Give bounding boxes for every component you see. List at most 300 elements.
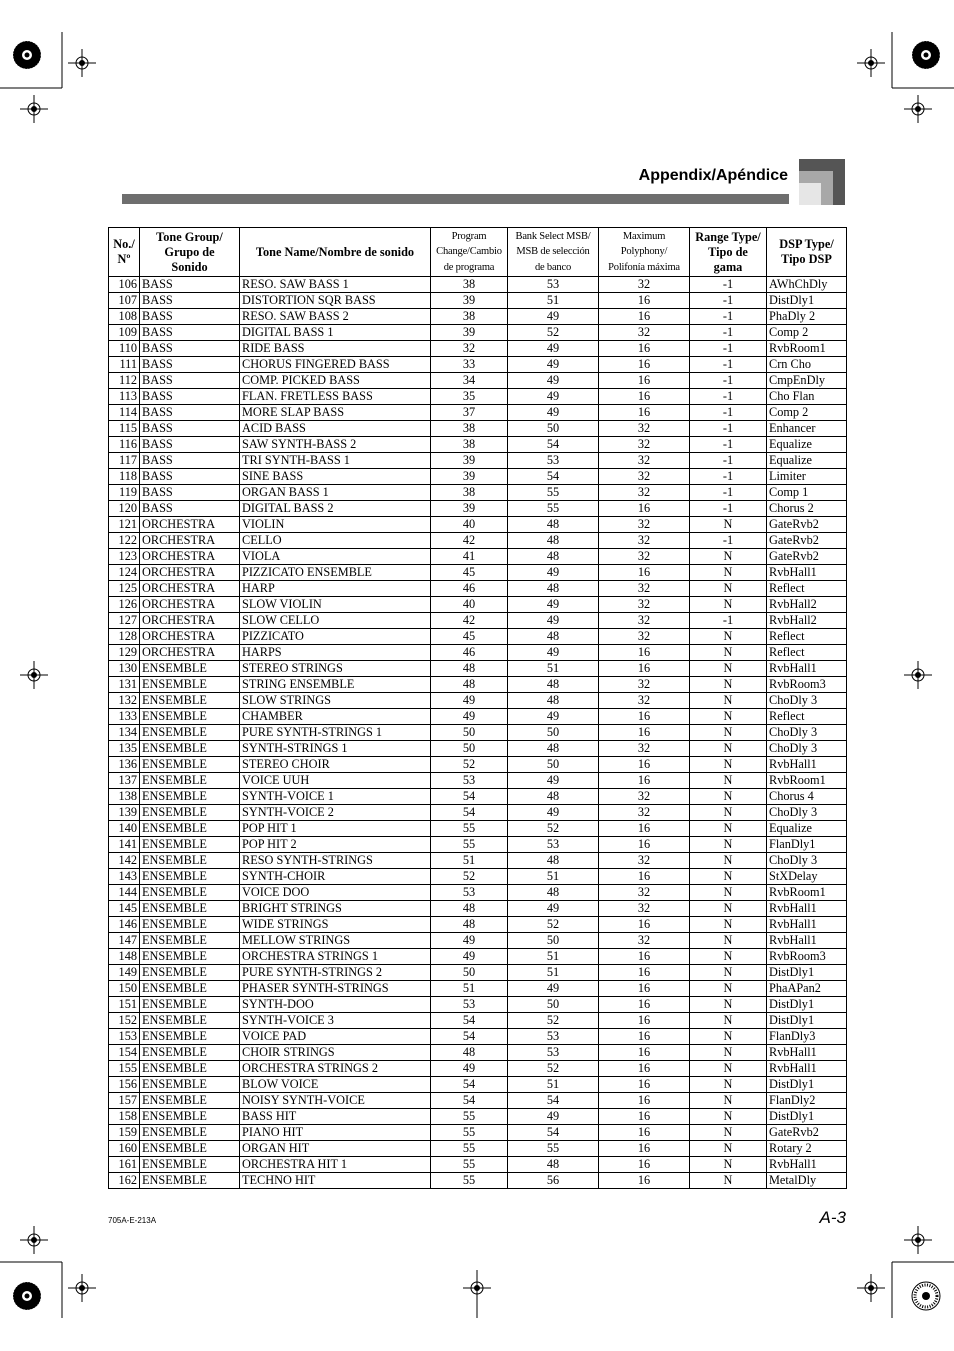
table-row bbox=[109, 293, 847, 309]
program-change-cell: 49 bbox=[431, 709, 508, 725]
tone-number-cell: 155 bbox=[109, 1061, 140, 1077]
bank-select-msb-cell: 54 bbox=[508, 1125, 599, 1141]
tone-number-cell: 131 bbox=[109, 677, 140, 693]
dsp-type-cell: GateRvb2 bbox=[767, 1125, 847, 1141]
max-polyphony-cell: 16 bbox=[599, 1013, 690, 1029]
tone-number-cell: 133 bbox=[109, 709, 140, 725]
program-change-cell: 54 bbox=[431, 1077, 508, 1093]
program-change-cell: 49 bbox=[431, 1061, 508, 1077]
tone-group-cell: ORCHESTRA bbox=[140, 581, 240, 597]
header-line: DSP Type/ bbox=[779, 237, 834, 251]
range-type-cell: N bbox=[690, 757, 767, 773]
table-row bbox=[109, 1061, 847, 1077]
tone-name-cell: FLAN. FRETLESS BASS bbox=[240, 389, 431, 405]
tone-number-cell: 123 bbox=[109, 549, 140, 565]
tone-number-cell: 107 bbox=[109, 293, 140, 309]
section-tab-graphic bbox=[799, 159, 845, 205]
program-change-cell: 38 bbox=[431, 421, 508, 437]
program-change-cell: 54 bbox=[431, 1013, 508, 1029]
bank-select-msb-cell: 52 bbox=[508, 821, 599, 837]
tone-name-cell: SYNTH-VOICE 3 bbox=[240, 1013, 431, 1029]
program-change-cell: 37 bbox=[431, 405, 508, 421]
dsp-type-cell: RvbHall1 bbox=[767, 661, 847, 677]
dsp-type-cell: AWhChDly bbox=[767, 277, 847, 293]
tone-number-cell: 128 bbox=[109, 629, 140, 645]
tone-name-cell: TRI SYNTH-BASS 1 bbox=[240, 453, 431, 469]
tone-name-cell: VOICE UUH bbox=[240, 773, 431, 789]
bank-select-msb-cell: 49 bbox=[508, 613, 599, 629]
tone-name-cell: RESO SYNTH-STRINGS bbox=[240, 853, 431, 869]
bank-select-msb-cell: 51 bbox=[508, 293, 599, 309]
tone-name-cell: BLOW VOICE bbox=[240, 1077, 431, 1093]
tone-number-cell: 110 bbox=[109, 341, 140, 357]
table-row bbox=[109, 645, 847, 661]
tone-name-cell: PURE SYNTH-STRINGS 2 bbox=[240, 965, 431, 981]
program-change-cell: 46 bbox=[431, 581, 508, 597]
tone-name-cell: STEREO CHOIR bbox=[240, 757, 431, 773]
range-type-cell: -1 bbox=[690, 453, 767, 469]
tone-group-cell: ENSEMBLE bbox=[140, 693, 240, 709]
dsp-type-cell: ChoDly 3 bbox=[767, 693, 847, 709]
max-polyphony-cell: 16 bbox=[599, 501, 690, 517]
tone-number-cell: 114 bbox=[109, 405, 140, 421]
max-polyphony-cell: 32 bbox=[599, 421, 690, 437]
max-polyphony-cell: 16 bbox=[599, 405, 690, 421]
header-tone-group bbox=[140, 228, 240, 277]
tone-number-cell: 108 bbox=[109, 309, 140, 325]
max-polyphony-cell: 32 bbox=[599, 549, 690, 565]
tone-name-cell: SYNTH-DOO bbox=[240, 997, 431, 1013]
tone-name-cell: BRIGHT STRINGS bbox=[240, 901, 431, 917]
tone-group-cell: ENSEMBLE bbox=[140, 869, 240, 885]
tone-number-cell: 141 bbox=[109, 837, 140, 853]
max-polyphony-cell: 16 bbox=[599, 997, 690, 1013]
bank-select-msb-cell: 50 bbox=[508, 421, 599, 437]
table-body bbox=[109, 277, 847, 1189]
range-type-cell: -1 bbox=[690, 405, 767, 421]
tone-name-cell: SAW SYNTH-BASS 2 bbox=[240, 437, 431, 453]
table-row bbox=[109, 501, 847, 517]
max-polyphony-cell: 16 bbox=[599, 1045, 690, 1061]
tone-number-cell: 136 bbox=[109, 757, 140, 773]
table-row bbox=[109, 1125, 847, 1141]
table-row bbox=[109, 949, 847, 965]
dsp-type-cell: FlanDly1 bbox=[767, 837, 847, 853]
program-change-cell: 42 bbox=[431, 533, 508, 549]
range-type-cell: -1 bbox=[690, 437, 767, 453]
tone-name-cell: PHASER SYNTH-STRINGS bbox=[240, 981, 431, 997]
program-change-cell: 48 bbox=[431, 901, 508, 917]
dsp-type-cell: DistDly1 bbox=[767, 293, 847, 309]
tone-name-cell: DIGITAL BASS 1 bbox=[240, 325, 431, 341]
tone-name-cell: ORCHESTRA HIT 1 bbox=[240, 1157, 431, 1173]
bank-select-msb-cell: 49 bbox=[508, 373, 599, 389]
tone-number-cell: 120 bbox=[109, 501, 140, 517]
header-line: Tone Name/Nombre de sonido bbox=[255, 244, 415, 259]
header-line: Grupo de bbox=[164, 244, 215, 259]
program-change-cell: 40 bbox=[431, 597, 508, 613]
table-row bbox=[109, 789, 847, 805]
bank-select-msb-cell: 52 bbox=[508, 325, 599, 341]
header-no bbox=[109, 228, 140, 277]
tone-number-cell: 116 bbox=[109, 437, 140, 453]
tone-name-cell: BASS HIT bbox=[240, 1109, 431, 1125]
table-row bbox=[109, 533, 847, 549]
table-header-row bbox=[109, 228, 847, 277]
tone-number-cell: 127 bbox=[109, 613, 140, 629]
tone-group-cell: ENSEMBLE bbox=[140, 725, 240, 741]
sunburst-icon bbox=[13, 41, 41, 69]
bank-select-msb-cell: 49 bbox=[508, 901, 599, 917]
max-polyphony-cell: 16 bbox=[599, 709, 690, 725]
program-change-cell: 53 bbox=[431, 997, 508, 1013]
tone-group-cell: ENSEMBLE bbox=[140, 853, 240, 869]
tone-name-cell: SLOW VIOLIN bbox=[240, 597, 431, 613]
tone-name-cell: PIZZICATO bbox=[240, 629, 431, 645]
dsp-type-cell: RvbRoom3 bbox=[767, 949, 847, 965]
tone-name-cell: VIOLA bbox=[240, 549, 431, 565]
max-polyphony-cell: 32 bbox=[599, 789, 690, 805]
dsp-type-cell: ChoDly 3 bbox=[767, 725, 847, 741]
dsp-type-cell: ChoDly 3 bbox=[767, 741, 847, 757]
tone-name-cell: ACID BASS bbox=[240, 421, 431, 437]
bank-select-msb-cell: 52 bbox=[508, 1013, 599, 1029]
max-polyphony-cell: 32 bbox=[599, 485, 690, 501]
tone-group-cell: ENSEMBLE bbox=[140, 773, 240, 789]
range-type-cell: N bbox=[690, 1029, 767, 1045]
bank-select-msb-cell: 53 bbox=[508, 1045, 599, 1061]
tone-name-cell: SINE BASS bbox=[240, 469, 431, 485]
dsp-type-cell: ChoDly 3 bbox=[767, 805, 847, 821]
range-type-cell: N bbox=[690, 805, 767, 821]
program-change-cell: 55 bbox=[431, 1125, 508, 1141]
tone-name-cell: CELLO bbox=[240, 533, 431, 549]
header-line: Polifonía máxima bbox=[608, 261, 680, 273]
dsp-type-cell: ChoDly 3 bbox=[767, 853, 847, 869]
tone-group-cell: BASS bbox=[140, 293, 240, 309]
tone-group-cell: ENSEMBLE bbox=[140, 789, 240, 805]
range-type-cell: -1 bbox=[690, 293, 767, 309]
table-row bbox=[109, 869, 847, 885]
table-row bbox=[109, 933, 847, 949]
table-row bbox=[109, 341, 847, 357]
max-polyphony-cell: 16 bbox=[599, 1093, 690, 1109]
range-type-cell: N bbox=[690, 821, 767, 837]
bank-select-msb-cell: 49 bbox=[508, 709, 599, 725]
table-row bbox=[109, 629, 847, 645]
range-type-cell: N bbox=[690, 725, 767, 741]
tone-number-cell: 130 bbox=[109, 661, 140, 677]
tone-group-cell: ENSEMBLE bbox=[140, 1077, 240, 1093]
range-type-cell: N bbox=[690, 901, 767, 917]
table-row bbox=[109, 1157, 847, 1173]
range-type-cell: N bbox=[690, 677, 767, 693]
tone-name-cell: DISTORTION SQR BASS bbox=[240, 293, 431, 309]
tone-group-cell: ENSEMBLE bbox=[140, 805, 240, 821]
tone-number-cell: 160 bbox=[109, 1141, 140, 1157]
header-rule bbox=[122, 194, 789, 204]
tone-number-cell: 135 bbox=[109, 741, 140, 757]
program-change-cell: 48 bbox=[431, 1045, 508, 1061]
max-polyphony-cell: 32 bbox=[599, 677, 690, 693]
header-line: No./ bbox=[113, 237, 135, 251]
bank-select-msb-cell: 55 bbox=[508, 485, 599, 501]
tone-number-cell: 150 bbox=[109, 981, 140, 997]
table-row bbox=[109, 325, 847, 341]
range-type-cell: N bbox=[690, 965, 767, 981]
tone-name-cell: SLOW STRINGS bbox=[240, 693, 431, 709]
dsp-type-cell: Rotary 2 bbox=[767, 1141, 847, 1157]
program-change-cell: 38 bbox=[431, 277, 508, 293]
max-polyphony-cell: 32 bbox=[599, 741, 690, 757]
dsp-type-cell: MetalDly bbox=[767, 1173, 847, 1189]
range-type-cell: -1 bbox=[690, 389, 767, 405]
tone-number-cell: 159 bbox=[109, 1125, 140, 1141]
dsp-type-cell: DistDly1 bbox=[767, 1077, 847, 1093]
tone-group-cell: ENSEMBLE bbox=[140, 709, 240, 725]
tone-number-cell: 111 bbox=[109, 357, 140, 373]
tone-group-cell: ENSEMBLE bbox=[140, 933, 240, 949]
dsp-type-cell: RvbRoom1 bbox=[767, 885, 847, 901]
tone-number-cell: 122 bbox=[109, 533, 140, 549]
max-polyphony-cell: 32 bbox=[599, 469, 690, 485]
tone-number-cell: 121 bbox=[109, 517, 140, 533]
program-change-cell: 32 bbox=[431, 341, 508, 357]
bank-select-msb-cell: 48 bbox=[508, 517, 599, 533]
max-polyphony-cell: 16 bbox=[599, 949, 690, 965]
bank-select-msb-cell: 51 bbox=[508, 661, 599, 677]
tone-name-cell: ORCHESTRA STRINGS 2 bbox=[240, 1061, 431, 1077]
range-type-cell: N bbox=[690, 581, 767, 597]
tone-group-cell: BASS bbox=[140, 485, 240, 501]
range-type-cell: N bbox=[690, 661, 767, 677]
dsp-type-cell: Comp 1 bbox=[767, 485, 847, 501]
table-row bbox=[109, 837, 847, 853]
program-change-cell: 55 bbox=[431, 821, 508, 837]
dsp-type-cell: RvbHall1 bbox=[767, 1157, 847, 1173]
tone-number-cell: 115 bbox=[109, 421, 140, 437]
table-row bbox=[109, 485, 847, 501]
program-change-cell: 48 bbox=[431, 661, 508, 677]
bank-select-msb-cell: 48 bbox=[508, 1157, 599, 1173]
tone-number-cell: 149 bbox=[109, 965, 140, 981]
dsp-type-cell: Comp 2 bbox=[767, 325, 847, 341]
tone-name-cell: SYNTH-STRINGS 1 bbox=[240, 741, 431, 757]
bank-select-msb-cell: 51 bbox=[508, 1077, 599, 1093]
tone-group-cell: ENSEMBLE bbox=[140, 949, 240, 965]
dsp-type-cell: RvbHall2 bbox=[767, 597, 847, 613]
max-polyphony-cell: 16 bbox=[599, 1109, 690, 1125]
max-polyphony-cell: 16 bbox=[599, 869, 690, 885]
program-change-cell: 46 bbox=[431, 645, 508, 661]
range-type-cell: N bbox=[690, 597, 767, 613]
program-change-cell: 52 bbox=[431, 869, 508, 885]
table-row bbox=[109, 613, 847, 629]
tone-name-cell: STEREO STRINGS bbox=[240, 661, 431, 677]
program-change-cell: 49 bbox=[431, 949, 508, 965]
program-change-cell: 50 bbox=[431, 725, 508, 741]
tone-group-cell: BASS bbox=[140, 437, 240, 453]
tone-group-cell: BASS bbox=[140, 501, 240, 517]
max-polyphony-cell: 16 bbox=[599, 1141, 690, 1157]
program-change-cell: 55 bbox=[431, 1173, 508, 1189]
tone-name-cell: NOISY SYNTH-VOICE bbox=[240, 1093, 431, 1109]
bank-select-msb-cell: 49 bbox=[508, 981, 599, 997]
tone-name-cell: CHAMBER bbox=[240, 709, 431, 725]
tone-number-cell: 132 bbox=[109, 693, 140, 709]
max-polyphony-cell: 32 bbox=[599, 453, 690, 469]
bank-select-msb-cell: 48 bbox=[508, 693, 599, 709]
dsp-type-cell: DistDly1 bbox=[767, 965, 847, 981]
range-type-cell: -1 bbox=[690, 309, 767, 325]
tone-name-cell: PIZZICATO ENSEMBLE bbox=[240, 565, 431, 581]
table-row bbox=[109, 1109, 847, 1125]
program-change-cell: 51 bbox=[431, 853, 508, 869]
tone-group-cell: BASS bbox=[140, 341, 240, 357]
bank-select-msb-cell: 49 bbox=[508, 309, 599, 325]
tone-number-cell: 126 bbox=[109, 597, 140, 613]
max-polyphony-cell: 16 bbox=[599, 645, 690, 661]
range-type-cell: -1 bbox=[690, 469, 767, 485]
dsp-type-cell: Equalize bbox=[767, 821, 847, 837]
program-change-cell: 49 bbox=[431, 693, 508, 709]
program-change-cell: 55 bbox=[431, 837, 508, 853]
header-line: Range Type/ bbox=[695, 229, 761, 244]
range-type-cell: N bbox=[690, 837, 767, 853]
header-line: Tone Group/ bbox=[156, 229, 223, 244]
bank-select-msb-cell: 52 bbox=[508, 1061, 599, 1077]
table-row bbox=[109, 373, 847, 389]
max-polyphony-cell: 32 bbox=[599, 437, 690, 453]
tone-group-cell: ENSEMBLE bbox=[140, 997, 240, 1013]
program-change-cell: 38 bbox=[431, 437, 508, 453]
header-line: de banco bbox=[534, 261, 571, 273]
tone-number-cell: 119 bbox=[109, 485, 140, 501]
program-change-cell: 33 bbox=[431, 357, 508, 373]
dsp-type-cell: RvbHall2 bbox=[767, 613, 847, 629]
dsp-type-cell: RvbHall1 bbox=[767, 1045, 847, 1061]
tone-group-cell: ENSEMBLE bbox=[140, 1029, 240, 1045]
dsp-type-cell: Reflect bbox=[767, 629, 847, 645]
table-row bbox=[109, 1093, 847, 1109]
header-program-change bbox=[431, 228, 508, 277]
bank-select-msb-cell: 49 bbox=[508, 389, 599, 405]
table-row bbox=[109, 469, 847, 485]
range-type-cell: N bbox=[690, 773, 767, 789]
tone-group-cell: BASS bbox=[140, 421, 240, 437]
table-row bbox=[109, 661, 847, 677]
tone-group-cell: ENSEMBLE bbox=[140, 757, 240, 773]
dsp-type-cell: Crn Cho bbox=[767, 357, 847, 373]
table-row bbox=[109, 997, 847, 1013]
range-type-cell: -1 bbox=[690, 325, 767, 341]
tone-group-cell: ENSEMBLE bbox=[140, 917, 240, 933]
dsp-type-cell: DistDly1 bbox=[767, 997, 847, 1013]
tone-group-cell: BASS bbox=[140, 277, 240, 293]
tone-group-cell: ENSEMBLE bbox=[140, 885, 240, 901]
max-polyphony-cell: 32 bbox=[599, 629, 690, 645]
max-polyphony-cell: 32 bbox=[599, 853, 690, 869]
bank-select-msb-cell: 49 bbox=[508, 357, 599, 373]
program-change-cell: 48 bbox=[431, 677, 508, 693]
header-line: gama bbox=[713, 259, 743, 274]
table-row bbox=[109, 853, 847, 869]
max-polyphony-cell: 32 bbox=[599, 277, 690, 293]
tone-name-cell: ORCHESTRA STRINGS 1 bbox=[240, 949, 431, 965]
tone-name-cell: SYNTH-CHOIR bbox=[240, 869, 431, 885]
tone-name-cell: MELLOW STRINGS bbox=[240, 933, 431, 949]
range-type-cell: -1 bbox=[690, 421, 767, 437]
program-change-cell: 35 bbox=[431, 389, 508, 405]
max-polyphony-cell: 16 bbox=[599, 661, 690, 677]
table-row bbox=[109, 277, 847, 293]
bank-select-msb-cell: 52 bbox=[508, 917, 599, 933]
tone-group-cell: BASS bbox=[140, 453, 240, 469]
dsp-type-cell: CmpEnDly bbox=[767, 373, 847, 389]
max-polyphony-cell: 16 bbox=[599, 1061, 690, 1077]
dsp-type-cell: FlanDly2 bbox=[767, 1093, 847, 1109]
max-polyphony-cell: 16 bbox=[599, 1173, 690, 1189]
program-change-cell: 54 bbox=[431, 1093, 508, 1109]
range-type-cell: N bbox=[690, 949, 767, 965]
program-change-cell: 45 bbox=[431, 629, 508, 645]
table-row bbox=[109, 405, 847, 421]
table-row bbox=[109, 981, 847, 997]
tone-number-cell: 146 bbox=[109, 917, 140, 933]
table-row bbox=[109, 357, 847, 373]
program-change-cell: 54 bbox=[431, 1029, 508, 1045]
max-polyphony-cell: 32 bbox=[599, 533, 690, 549]
program-change-cell: 40 bbox=[431, 517, 508, 533]
bank-select-msb-cell: 50 bbox=[508, 997, 599, 1013]
table-row bbox=[109, 1029, 847, 1045]
range-type-cell: N bbox=[690, 1109, 767, 1125]
program-change-cell: 55 bbox=[431, 1141, 508, 1157]
header-bank-select bbox=[508, 228, 599, 277]
tone-number-cell: 144 bbox=[109, 885, 140, 901]
tone-name-cell: COMP. PICKED BASS bbox=[240, 373, 431, 389]
max-polyphony-cell: 16 bbox=[599, 373, 690, 389]
tone-number-cell: 162 bbox=[109, 1173, 140, 1189]
max-polyphony-cell: 16 bbox=[599, 725, 690, 741]
range-type-cell: N bbox=[690, 789, 767, 805]
bank-select-msb-cell: 49 bbox=[508, 645, 599, 661]
range-type-cell: -1 bbox=[690, 501, 767, 517]
range-type-cell: N bbox=[690, 853, 767, 869]
dsp-type-cell: DistDly1 bbox=[767, 1013, 847, 1029]
tone-number-cell: 106 bbox=[109, 277, 140, 293]
tone-name-cell: VIOLIN bbox=[240, 517, 431, 533]
max-polyphony-cell: 16 bbox=[599, 1125, 690, 1141]
dsp-type-cell: RvbRoom1 bbox=[767, 341, 847, 357]
dsp-type-cell: Reflect bbox=[767, 581, 847, 597]
range-type-cell: N bbox=[690, 997, 767, 1013]
table-row bbox=[109, 693, 847, 709]
max-polyphony-cell: 16 bbox=[599, 341, 690, 357]
dsp-type-cell: StXDelay bbox=[767, 869, 847, 885]
range-type-cell: N bbox=[690, 1125, 767, 1141]
table-row bbox=[109, 389, 847, 405]
dsp-type-cell: GateRvb2 bbox=[767, 549, 847, 565]
table-row bbox=[109, 741, 847, 757]
tone-name-cell: VOICE PAD bbox=[240, 1029, 431, 1045]
dsp-type-cell: Equalize bbox=[767, 437, 847, 453]
dsp-type-cell: Reflect bbox=[767, 709, 847, 725]
max-polyphony-cell: 32 bbox=[599, 901, 690, 917]
tone-number-cell: 140 bbox=[109, 821, 140, 837]
max-polyphony-cell: 16 bbox=[599, 965, 690, 981]
range-type-cell: N bbox=[690, 1077, 767, 1093]
